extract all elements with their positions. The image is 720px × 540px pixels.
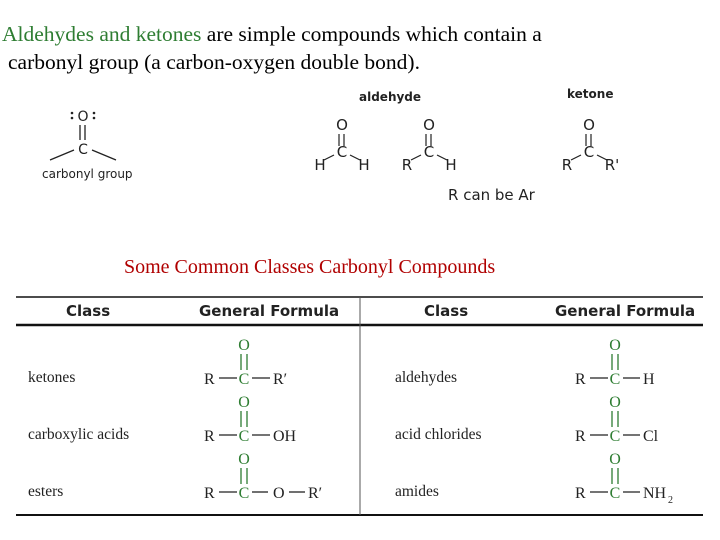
formula-tail: R′	[273, 371, 288, 388]
atom-left: H	[314, 156, 326, 174]
intro-text-2: carbonyl group (a carbon-oxygen double bond)	[8, 50, 415, 74]
formula-r: R	[204, 371, 215, 388]
atom-right: H	[358, 156, 370, 174]
atom-left: R	[561, 156, 573, 174]
intro-period: .	[414, 50, 420, 74]
atom-c: C	[583, 143, 595, 161]
formula-tail: OH	[273, 428, 297, 445]
carbonyl-label: carbonyl group	[42, 167, 133, 181]
formula-c: C	[238, 371, 250, 388]
r-note: R can be Ar	[448, 186, 535, 204]
aldehyde-label: aldehyde	[359, 90, 422, 104]
atom-c: C	[423, 143, 435, 161]
ketone-label: ketone	[567, 87, 614, 101]
header-class-right: Class	[424, 302, 469, 320]
formula-o: O	[238, 337, 250, 354]
formula-ketone	[204, 337, 287, 388]
class-aldehydes: aldehydes	[395, 369, 457, 386]
formula-c: C	[609, 485, 621, 502]
class-esters: esters	[28, 483, 64, 500]
header-formula-right: General Formula	[555, 302, 696, 320]
formula-o: O	[609, 394, 621, 411]
formula-tail: Cl	[643, 428, 659, 445]
formula-tail: O	[273, 485, 285, 502]
formula-r: R	[575, 428, 586, 445]
formula-tail: NH	[643, 485, 667, 502]
header-formula-left: General Formula	[199, 302, 340, 320]
formula-c: C	[238, 485, 250, 502]
atom-c: C	[336, 143, 348, 161]
formula-tail: H	[643, 371, 655, 388]
formula-r: R	[575, 485, 586, 502]
class-amides: amides	[395, 483, 439, 500]
intro-highlight: Aldehydes and ketones	[2, 22, 202, 46]
formula-o: O	[609, 451, 621, 468]
formula-carboxylic-acid	[204, 394, 297, 445]
atom-o: O	[423, 116, 435, 134]
formula-subscript: 2	[668, 495, 673, 506]
formula-amide	[575, 451, 673, 506]
formula-o: O	[238, 451, 250, 468]
formula-o: O	[609, 337, 621, 354]
formula-r: R	[204, 428, 215, 445]
formula-r: R	[204, 485, 215, 502]
formula-ester	[204, 451, 322, 502]
atom-left: R	[401, 156, 413, 174]
table-subtitle: Some Common Classes Carbonyl Compounds	[124, 256, 496, 278]
formula-c: C	[609, 371, 621, 388]
class-carboxylic-acids: carboxylic acids	[28, 426, 130, 443]
formula-aldehyde	[575, 337, 655, 388]
atom-right: R'	[604, 156, 620, 174]
intro-text: are simple compounds which contain a	[201, 22, 542, 46]
formula-tail-2: R′	[308, 485, 323, 502]
class-ketones: ketones	[28, 369, 76, 386]
atom-o: O	[583, 116, 595, 134]
atom-o: O	[336, 116, 348, 134]
atom-right: H	[445, 156, 457, 174]
formula-c: C	[238, 428, 250, 445]
formula-o: O	[238, 394, 250, 411]
class-acid-chlorides: acid chlorides	[395, 426, 482, 443]
formula-acid-chloride	[575, 394, 659, 445]
formula-r: R	[575, 371, 586, 388]
formula-c: C	[609, 428, 621, 445]
header-class-left: Class	[66, 302, 111, 320]
carbonyl-c: C	[78, 142, 88, 158]
carbonyl-o: O	[77, 109, 89, 125]
